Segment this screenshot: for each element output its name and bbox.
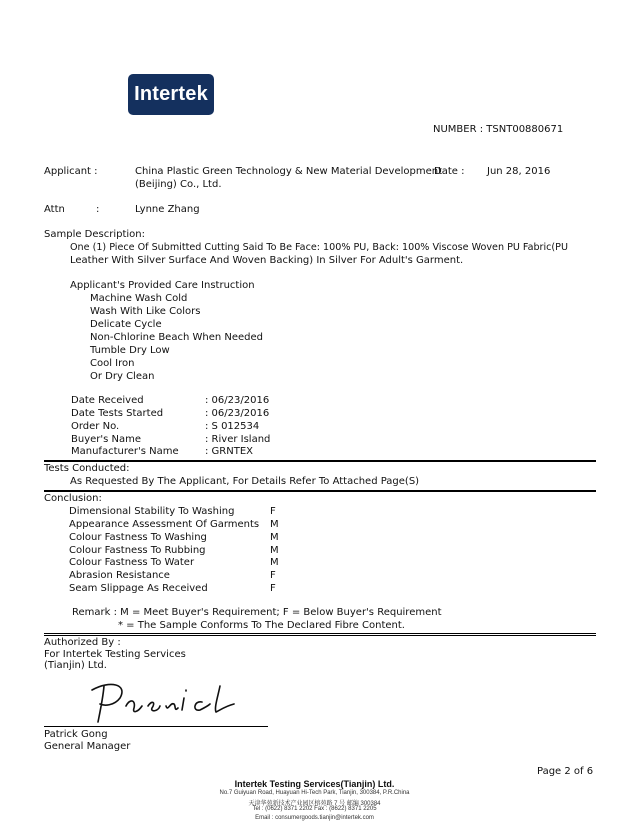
care-heading: Applicant's Provided Care Instruction: [70, 280, 255, 291]
footer-tel: Tel : (0622) 8371 2202 Fax : (8622) 8371 2205: [252, 806, 377, 812]
tests-heading: Tests Conducted:: [44, 463, 130, 474]
signer-title: General Manager: [44, 741, 131, 752]
conclusion-result: M: [270, 532, 279, 543]
conclusion-result: F: [270, 570, 276, 581]
conclusion-test-name: Seam Slippage As Received: [69, 583, 208, 594]
conclusion-test-name: Dimensional Stability To Washing: [69, 506, 235, 517]
conclusion-test-name: Colour Fastness To Washing: [69, 532, 207, 543]
conclusion-test-name: Appearance Assessment Of Garments: [69, 519, 260, 530]
detail-value: : S 012534: [205, 421, 260, 432]
footer-email: Email : consumergoods.tianjin@intertek.com: [255, 815, 374, 821]
divider: [44, 460, 596, 462]
footer-address: No.7 Guiyuan Road, Huayuan Hi-Tech Park, Tianjin, 300384, P.R.China: [219, 790, 410, 796]
signature: [70, 676, 250, 728]
care-item: Or Dry Clean: [90, 371, 155, 382]
sample-line2: Leather With Silver Surface And Woven Backing) In Silver For Adult's Garment.: [70, 255, 464, 266]
care-item: Delicate Cycle: [90, 319, 162, 330]
conclusion-result: M: [270, 545, 279, 556]
sample-heading: Sample Description:: [44, 229, 145, 240]
detail-label: Buyer's Name: [71, 434, 142, 445]
remark-line1: Remark : M = Meet Buyer's Requirement; F = Below Buyer's Requirement: [72, 607, 442, 618]
report-number: NUMBER : TSNT00880671: [433, 124, 564, 135]
tests-text: As Requested By The Applicant, For Details Refer To Attached Page(S): [70, 476, 420, 487]
attn-label: Attn: [44, 204, 65, 215]
page-number: Page 2 of 6: [537, 766, 594, 777]
authorized-line2: (Tianjin) Ltd.: [44, 660, 107, 671]
detail-label: Order No.: [71, 421, 120, 432]
care-item: Non-Chlorine Beach When Needed: [90, 332, 264, 343]
conclusion-heading: Conclusion:: [44, 493, 102, 504]
footer-company: Intertek Testing Services(Tianjin) Ltd.: [234, 779, 395, 789]
applicant-name-line1: China Plastic Green Technology & New Material Development: [135, 166, 443, 177]
applicant-label: Applicant :: [44, 166, 98, 177]
authorized-line1: For Intertek Testing Services: [44, 649, 186, 660]
intertek-logo: Intertek: [128, 74, 214, 115]
detail-label: Manufacturer's Name: [71, 446, 179, 457]
attn-value: Lynne Zhang: [135, 204, 200, 215]
date-label: Date :: [434, 166, 465, 177]
conclusion-test-name: Colour Fastness To Rubbing: [69, 545, 206, 556]
detail-value: : GRNTEX: [205, 446, 254, 457]
sample-line1: One (1) Piece Of Submitted Cutting Said To Be Face: 100% PU, Back: 100% Viscose Woven PU Fabric(PU: [70, 242, 568, 253]
remark-line2: * = The Sample Conforms To The Declared Fibre Content.: [118, 620, 405, 631]
signer-name: Patrick Gong: [44, 729, 108, 740]
conclusion-result: M: [270, 519, 279, 530]
signature-line: [44, 726, 268, 727]
applicant-name-line2: (Beijing) Co., Ltd.: [135, 179, 222, 190]
detail-value: : 06/23/2016: [205, 395, 270, 406]
divider: [44, 633, 596, 636]
care-item: Tumble Dry Low: [90, 345, 170, 356]
care-item: Cool Iron: [90, 358, 135, 369]
detail-label: Date Received: [71, 395, 144, 406]
conclusion-result: M: [270, 557, 279, 568]
conclusion-result: F: [270, 506, 276, 517]
care-item: Wash With Like Colors: [90, 306, 201, 317]
care-item: Machine Wash Cold: [90, 293, 188, 304]
footer-chinese: 天津华苑新技术产业园区榕苑路 7 号 邮编 300384: [248, 801, 381, 807]
attn-colon: :: [96, 204, 100, 215]
authorized-heading: Authorized By :: [44, 637, 121, 648]
detail-label: Date Tests Started: [71, 408, 164, 419]
conclusion-test-name: Colour Fastness To Water: [69, 557, 195, 568]
date-value: Jun 28, 2016: [487, 166, 551, 177]
detail-value: : 06/23/2016: [205, 408, 270, 419]
divider: [44, 490, 596, 492]
conclusion-result: F: [270, 583, 276, 594]
detail-value: : River Island: [205, 434, 271, 445]
conclusion-test-name: Abrasion Resistance: [69, 570, 170, 581]
